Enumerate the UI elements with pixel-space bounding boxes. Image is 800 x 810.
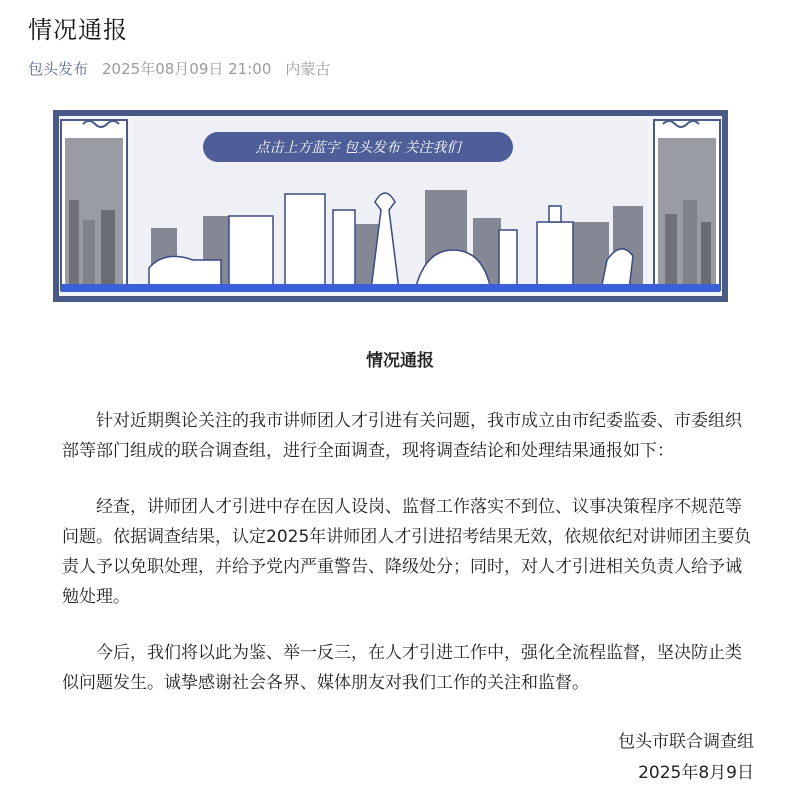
right-side-panel — [654, 120, 720, 290]
signature-date: 2025年8月9日 — [638, 763, 754, 783]
paragraph-3: 今后，我们将以此为鉴、举一反三，在人才引进工作中，强化全流程监督，坚决防止类似问题发生。诚挚感谢社会各界、媒体朋友对我们工作的关注和监督。 — [62, 643, 742, 693]
publish-datetime: 2025年08月09日 21:00 — [102, 60, 272, 78]
account-name-link[interactable]: 包头发布 — [28, 60, 89, 78]
publish-location: 内蒙古 — [285, 60, 331, 78]
left-side-panel — [61, 120, 127, 290]
follow-banner-image[interactable] — [53, 110, 728, 302]
signature: 包头市联合调查组 — [618, 732, 754, 752]
banner-slogan: 点击上方蓝字 包头发布 关注我们 — [255, 140, 461, 156]
article-title: 情况通报 — [28, 16, 128, 44]
paragraph-1: 针对近期舆论关注的我市讲师团人才引进有关问题，我市成立由市纪委监委、市委组织部等部门组成的联合调查组，进行全面调查，现将调查结论和处理结果通报如下： — [62, 411, 742, 461]
banner-ground — [61, 284, 720, 292]
article-heading: 情况通报 — [366, 351, 434, 371]
article-meta — [28, 58, 330, 79]
paragraph-2: 经查，讲师团人才引进中存在因人设岗、监督工作落实不到位、议事决策程序不规范等问题。依据调查结果，认定2025年讲师团人才引进招考结果无效，依规依纪对讲师团主要负责人予以免职处理，并给予党内严重警告、降级处分；同时，对人才引进相关负责人给予诫勉处理。 — [62, 497, 752, 607]
